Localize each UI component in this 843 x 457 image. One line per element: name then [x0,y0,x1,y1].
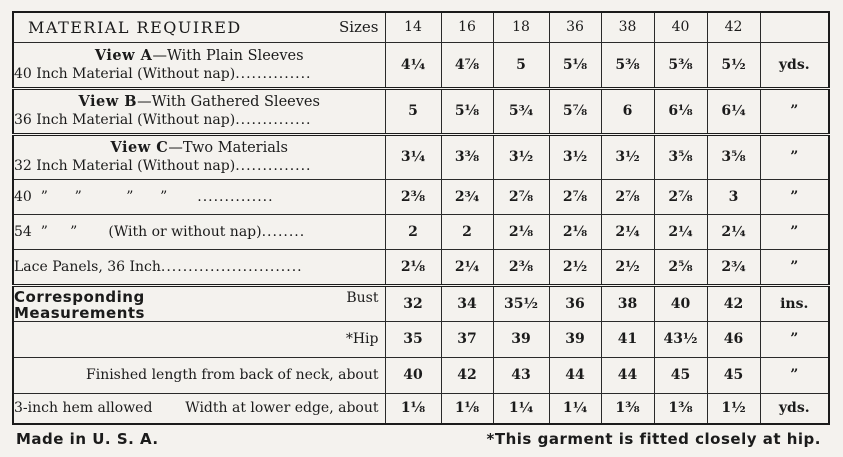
value-cell: 2⅛ [493,214,549,249]
view-b-desc [13,88,385,134]
measurement-row [13,285,829,321]
unit-cell: ” [760,88,829,134]
value-cell: 2¼ [441,249,493,285]
size-header: 14 [385,12,441,42]
view-b-title-bold: View B [78,93,138,110]
view-c-desc [13,179,385,214]
measurement-desc [13,357,385,393]
measurement-label: *Hip [345,331,379,347]
header-title-cell [13,12,385,42]
value-cell: 35½ [493,285,549,321]
size-header: 40 [654,12,707,42]
value-cell: 3¼ [385,134,441,179]
value-cell: 4¼ [385,42,441,88]
hem-note: 3-inch hem allowed [14,400,153,417]
value-cell: 3½ [549,134,601,179]
measurement-desc [13,285,385,321]
value-cell: 5⅜ [654,42,707,88]
value-cell: 35 [385,321,441,357]
value-cell: 43½ [654,321,707,357]
measurement-row [13,321,829,357]
leader-dots: .............. [197,188,274,205]
view-c-material-line [14,223,385,241]
view-c-desc [13,249,385,285]
row-label: 40 Inch Material (Without nap) [14,65,236,82]
unit-cell: ” [760,321,829,357]
value-cell: 34 [441,285,493,321]
view-c-material-line [14,157,385,175]
view-c-desc [13,134,385,179]
value-cell: 38 [601,285,654,321]
size-header: 38 [601,12,654,42]
value-cell: 5⅛ [441,88,493,134]
leader-dots: ........ [261,223,306,240]
value-cell: 2⅛ [549,214,601,249]
value-cell: 44 [549,357,601,393]
value-cell: 42 [441,357,493,393]
value-cell: 3½ [601,134,654,179]
value-cell: 2⅜ [385,179,441,214]
view-b-row [13,88,829,134]
value-cell: 1¼ [549,393,601,424]
corresponding-label: Corresponding [14,287,145,306]
row-label: 54 ” ” (With or without nap) [14,223,262,240]
value-cell: 43 [493,357,549,393]
value-cell: 4⅞ [441,42,493,88]
value-cell: 3 [707,179,760,214]
value-cell: 3⅜ [441,134,493,179]
row-label: 32 Inch Material (Without nap) [14,158,236,174]
value-cell: 5⅛ [549,42,601,88]
view-c-row [13,179,829,214]
measurement-row [13,357,829,393]
view-a-title [14,47,385,65]
value-cell: 2¾ [707,249,760,285]
value-cell: 41 [601,321,654,357]
value-cell: 2⅝ [654,249,707,285]
leader-dots: .............. [235,112,312,128]
view-c-title-rest: —Two Materials [168,140,288,156]
size-header: 16 [441,12,493,42]
view-a-title-rest: —With Plain Sleeves [152,47,304,64]
hem-label-line [14,400,385,416]
unit-cell: ” [760,179,829,214]
value-cell: 1⅜ [601,393,654,424]
value-cell: 6 [601,88,654,134]
leader-dots: .......................... [160,258,303,275]
measurement-label: Finished length from back of neck, about [86,367,379,383]
value-cell: 5½ [707,42,760,88]
value-cell: 2¼ [601,214,654,249]
view-c-material-line [14,188,385,206]
unit-cell: ” [760,357,829,393]
measurements-label: Measurements [14,303,145,321]
unit-cell: ” [760,214,829,249]
unit-cell: ins. [760,285,829,321]
value-cell: 5⅜ [601,42,654,88]
size-header: 18 [493,12,549,42]
leader-dots: .............. [235,158,312,174]
row-label: 36 Inch Material (Without nap) [14,112,236,128]
view-b-material-line [14,111,385,129]
unit-cell: yds. [760,393,829,424]
view-b-title [14,93,385,111]
measurement-label: Bust [346,289,379,306]
value-cell: 5 [385,88,441,134]
view-c-row [13,249,829,285]
unit-cell: ” [760,249,829,285]
value-cell: 2¼ [654,214,707,249]
view-a-desc [13,42,385,88]
made-in-usa-note: Made in U. S. A. [16,430,159,448]
material-required-table [12,11,830,425]
value-cell: 2⅞ [549,179,601,214]
value-cell: 2⅛ [385,249,441,285]
size-header: 36 [549,12,601,42]
value-cell: 5⅞ [549,88,601,134]
value-cell: 40 [385,357,441,393]
value-cell: 40 [654,285,707,321]
hip-fit-note: *This garment is fitted closely at hip. [486,430,821,448]
view-c-row [13,134,829,179]
value-cell: 2 [385,214,441,249]
value-cell: 45 [707,357,760,393]
value-cell: 45 [654,357,707,393]
header-row [13,12,829,42]
unit-cell: ” [760,134,829,179]
measurement-label: Width at lower edge, about [185,400,379,417]
value-cell: 3½ [493,134,549,179]
measurement-desc [13,393,385,424]
value-cell: 2⅞ [601,179,654,214]
value-cell: 1⅜ [654,393,707,424]
value-cell: 36 [549,285,601,321]
value-cell: 2½ [549,249,601,285]
value-cell: 1⅛ [385,393,441,424]
value-cell: 2¼ [707,214,760,249]
value-cell: 2⅜ [493,249,549,285]
unit-header [760,12,829,42]
table-title: MATERIAL REQUIRED [28,17,242,37]
size-header: 42 [707,12,760,42]
row-label: Lace Panels, 36 Inch [14,258,161,275]
value-cell: 1¼ [493,393,549,424]
value-cell: 2½ [601,249,654,285]
value-cell: 42 [707,285,760,321]
value-cell: 6¼ [707,88,760,134]
view-c-title-bold: View C [110,139,169,156]
view-a-title-bold: View A [94,46,153,64]
value-cell: 1½ [707,393,760,424]
unit-cell: yds. [760,42,829,88]
value-cell: 46 [707,321,760,357]
leader-dots: .............. [235,65,312,82]
value-cell: 5 [493,42,549,88]
value-cell: 37 [441,321,493,357]
value-cell: 3⅝ [654,134,707,179]
value-cell: 2¾ [441,179,493,214]
view-c-row [13,214,829,249]
view-c-title [14,139,385,157]
view-a-material-line [14,65,385,83]
value-cell: 6⅛ [654,88,707,134]
value-cell: 2⅞ [654,179,707,214]
value-cell: 39 [493,321,549,357]
value-cell: 1⅛ [441,393,493,424]
value-cell: 44 [601,357,654,393]
value-cell: 32 [385,285,441,321]
row-label: 40 ” ” ” ” [14,188,168,205]
view-c-desc [13,214,385,249]
sizes-label: Sizes [338,17,379,36]
value-cell: 5¾ [493,88,549,134]
view-a-row [13,42,829,88]
measurement-row [13,393,829,424]
value-cell: 3⅝ [707,134,760,179]
measurement-desc [13,321,385,357]
view-c-material-line [14,258,385,276]
value-cell: 39 [549,321,601,357]
value-cell: 2 [441,214,493,249]
value-cell: 2⅞ [493,179,549,214]
view-b-title-rest: —With Gathered Sleeves [137,94,320,110]
